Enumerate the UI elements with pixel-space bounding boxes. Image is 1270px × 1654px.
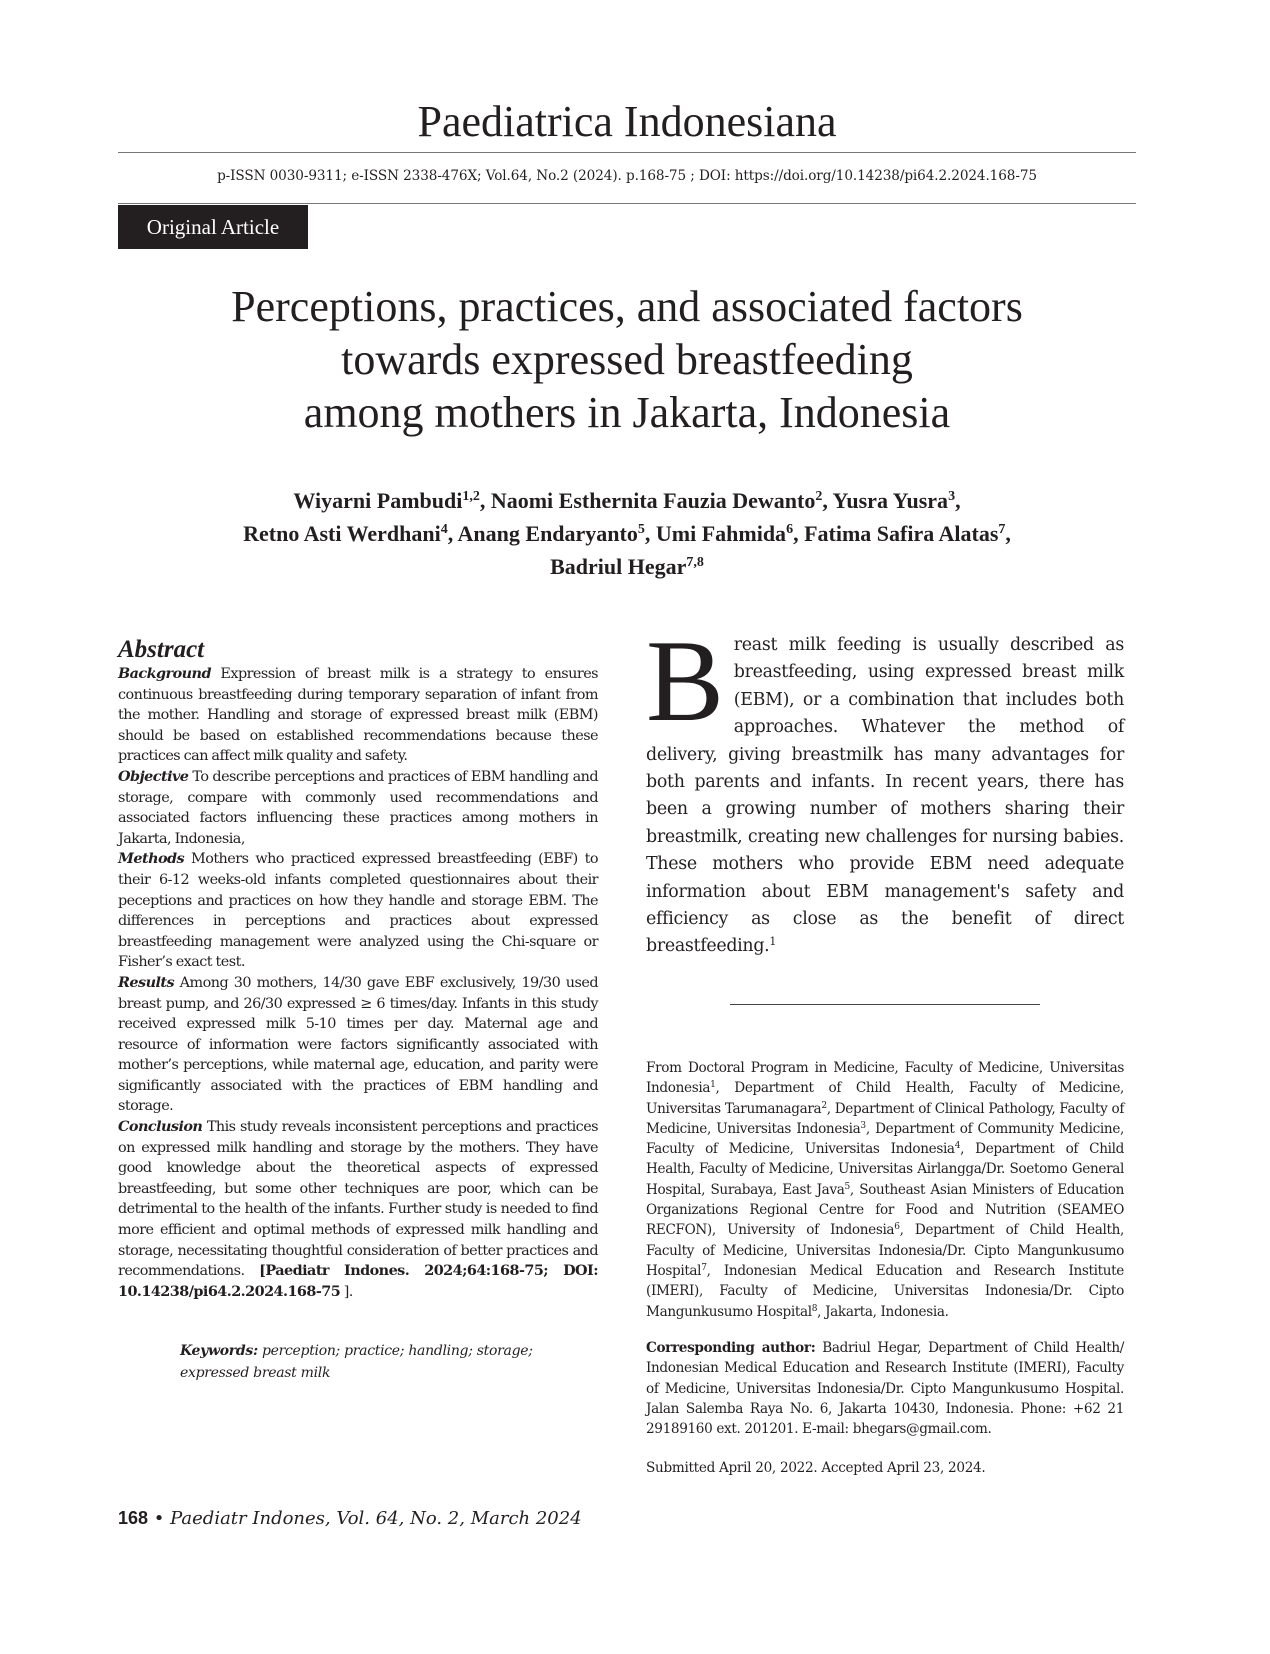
footnote-separator: [730, 1004, 1040, 1005]
header-rule: [118, 152, 1136, 153]
author-name: Wiyarni Pambudi: [293, 488, 463, 513]
author-name: Fatima Safira Alatas: [804, 521, 999, 546]
affiliation-sup: 7: [701, 1262, 707, 1273]
affiliation-sup: 3: [860, 1120, 866, 1131]
intro-reference: 1: [769, 935, 777, 949]
author-sep: ,: [644, 521, 656, 546]
author-affil-sup: 7: [998, 522, 1006, 537]
affiliation-sup: 6: [894, 1222, 900, 1233]
affiliation-text: , Department of Child Health, Faculty of Medicine, Universitas Airlangga/Dr. Soetomo General Hospital, Surabaya, East Java: [646, 1141, 1124, 1198]
affiliations: [646, 1058, 1124, 1322]
corresponding-author: [646, 1338, 1124, 1439]
affiliation-text: , Department of Child Health, Faculty of Medicine, Universitas Tarumanagara: [646, 1080, 1124, 1117]
abstract-text: Among 30 mothers, 14/30 gave EBF exclusively, 19/30 used breast pump, and 26/30 expressed ≥ 6 times/day. Infants in this study received expressed milk 5-10 times per day. Maternal age and resource of information were factors significantly associated with mother’s perceptions, while maternal age, education, and parity were significantly associated with the practices of EBM handling and storage.: [118, 974, 598, 1115]
abstract-methods: [118, 849, 598, 973]
author-name: Retno Asti Werdhani: [243, 521, 441, 546]
affiliation-text: , Southeast Asian Ministers of Education Organizations Regional Centre for Food and Nutrition (SEAMEO RECFON), University of Indonesia: [646, 1181, 1125, 1239]
abstract-label: Results: [118, 973, 175, 991]
abstract-heading: Abstract: [118, 636, 205, 663]
article-title: [150, 280, 1104, 439]
affiliation-text: , Jakarta, Indonesia.: [817, 1303, 949, 1320]
abstract-text: This study reveals inconsistent perceptions and practices on expressed milk handling and storage by the mothers. They have good knowledge about the theoretical aspects of expressed breastfeeding, but some other techniques are poor, which can be detrimental to the health of the infants. Further study is needed to find more efficient and optimal methods of expressed milk handling and storage, necessitating thoughtful consideration of better practices and recommendations.: [118, 1119, 598, 1280]
affiliation-sup: 2: [821, 1100, 827, 1111]
author-sep: ,: [447, 521, 458, 546]
author-affil-sup: 6: [786, 522, 794, 537]
author-affil-sup: 2: [815, 489, 823, 504]
footer-bullet: •: [148, 1508, 171, 1529]
abstract-text: Expression of breast milk is a strategy to ensures continuous breastfeeding during temporary separation of infant from the mother. Handling and storage of expressed breast milk (EBM) should be based on established recommendations because these practices can affect milk quality and safety.: [118, 666, 598, 765]
intro-text: reast milk feeding is usually described as breastfeeding, using expressed breast milk (EBM), or a combination that includes both approaches. Whatever the method of delivery, giving breastmilk has many advantages for both parents and infants. In recent years, there has been a growing number of mothers sharing their breastmilk, creating new challenges for nursing babies. These mothers who provide EBM need adequate information about EBM management's safety and efficiency as close as the benefit of direct breastfeeding.: [646, 635, 1124, 957]
abstract-label: Background: [118, 665, 211, 682]
header-rule-lower: [118, 203, 1136, 204]
footer-journal-ref: Paediatr Indones, Vol. 64, No. 2, March 2024: [170, 1508, 582, 1529]
introduction-section: [646, 617, 1124, 961]
abstract-label: Conclusion: [118, 1118, 203, 1136]
affiliation-text: , Indonesian Medical Education and Research Institute (IMERI), Faculty of Medicine, Universitas Indonesia/Dr. Cipto Mangunkusumo Hospital: [646, 1262, 1124, 1320]
keywords: [180, 1340, 580, 1384]
author-sep: ,: [822, 488, 833, 513]
author-affil-sup: 3: [948, 489, 956, 504]
author-sep: ,: [479, 488, 491, 513]
author-affil-sup: 4: [440, 522, 448, 537]
author-list: [130, 484, 1124, 583]
abstract-results: [118, 973, 598, 1117]
affiliation-sup: 5: [844, 1181, 850, 1192]
article-title-line: Perceptions, practices, and associated factors: [231, 282, 1023, 331]
affiliation-sup: 8: [811, 1303, 818, 1314]
abstract-citation-end: ].: [340, 1283, 353, 1300]
author-name: Anang Endaryanto: [457, 521, 638, 546]
page-number: 168: [118, 1508, 149, 1528]
author-sep: ,: [1005, 521, 1011, 546]
submission-dates: Submitted April 20, 2022. Accepted April 23, 2024.: [646, 1460, 986, 1476]
abstract-objective: [118, 767, 598, 849]
article-type-badge: Original Article: [118, 205, 308, 249]
abstract-label: Objective: [118, 767, 189, 785]
affiliation-text: , Department of Clinical Pathology, Faculty of Medicine, Universitas Indonesia: [646, 1100, 1124, 1137]
journal-title: Paediatrica Indonesiana: [417, 97, 837, 146]
affiliation-text: , Department of Child Health, Faculty of Medicine, Universitas Indonesia/Dr. Cipto Mangunkusumo Hospital: [646, 1222, 1125, 1279]
abstract-citation: [Paediatr Indones. 2024;64:168-75; DOI: 10.14238/pi64.2.2024.168-75: [118, 1262, 598, 1300]
article-title-line: towards expressed breastfeeding: [341, 335, 913, 384]
author-name: Yusra Yusra: [832, 488, 949, 513]
author-affil-sup: 1,2: [462, 489, 480, 504]
abstract-text: To describe perceptions and practices of EBM handling and storage, compare with commonly used recommendations and associated factors influencing these practices among mothers in Jakarta, Indonesia,: [118, 768, 598, 847]
corresponding-author-label: Corresponding author:: [646, 1340, 816, 1356]
affiliation-text: , Department of Community Medicine, Faculty of Medicine, Universitas Indonesia: [646, 1120, 1124, 1158]
affiliation-sup: 4: [954, 1141, 961, 1152]
keywords-label: Keywords:: [180, 1343, 258, 1359]
author-sep: ,: [955, 488, 961, 513]
page-footer: [118, 1506, 582, 1531]
abstract-label: Methods: [118, 850, 185, 868]
abstract-conclusion: [118, 1117, 598, 1302]
article-title-line: among mothers in Jakarta, Indonesia: [303, 388, 951, 437]
corresponding-author-text: Badriul Hegar, Department of Child Health/ Indonesian Medical Education and Research Institute (IMERI), Faculty of Medicine, Universitas Indonesia/Dr. Cipto Mangunkusumo Hospital. Jalan Salemba Raya No. 6, Jakarta 10430, Indonesia. Phone: +62 21 29189160 ext. 201201. E-mail: bhegars@gmail.com.: [646, 1340, 1124, 1438]
author-sep: ,: [793, 521, 805, 546]
abstract-section: [118, 636, 598, 1302]
affiliation-text: From Doctoral Program in Medicine, Faculty of Medicine, Universitas Indonesia: [646, 1060, 1124, 1097]
issn-line: p-ISSN 0030-9311; e-ISSN 2338-476X; Vol.64, No.2 (2024). p.168-75 ; DOI: https://doi.org/10.14238/pi64.2.2024.168-75: [217, 168, 1037, 184]
keywords-text: perception; practice; handling; storage; expressed breast milk: [180, 1343, 533, 1381]
intro-paragraph: [646, 617, 1124, 961]
author-affil-sup: 7,8: [686, 555, 704, 570]
author-name: Naomi Esthernita Fauzia Dewanto: [490, 488, 816, 513]
author-name: Umi Fahmida: [655, 521, 787, 546]
abstract-background: [118, 664, 598, 767]
affiliation-sup: 1: [710, 1080, 716, 1091]
abstract-text: Mothers who practiced expressed breastfeeding (EBF) to their 6-12 weeks-old infants completed questionnaires about their peceptions and practices on how they handle and storage EBM. The differences in perceptions and practices about expressed breastfeeding management were analyzed using the Chi-square or Fisher’s exact test.: [118, 851, 598, 971]
drop-cap: B: [646, 617, 724, 746]
author-name: Badriul Hegar: [550, 554, 687, 579]
author-affil-sup: 5: [637, 522, 645, 537]
